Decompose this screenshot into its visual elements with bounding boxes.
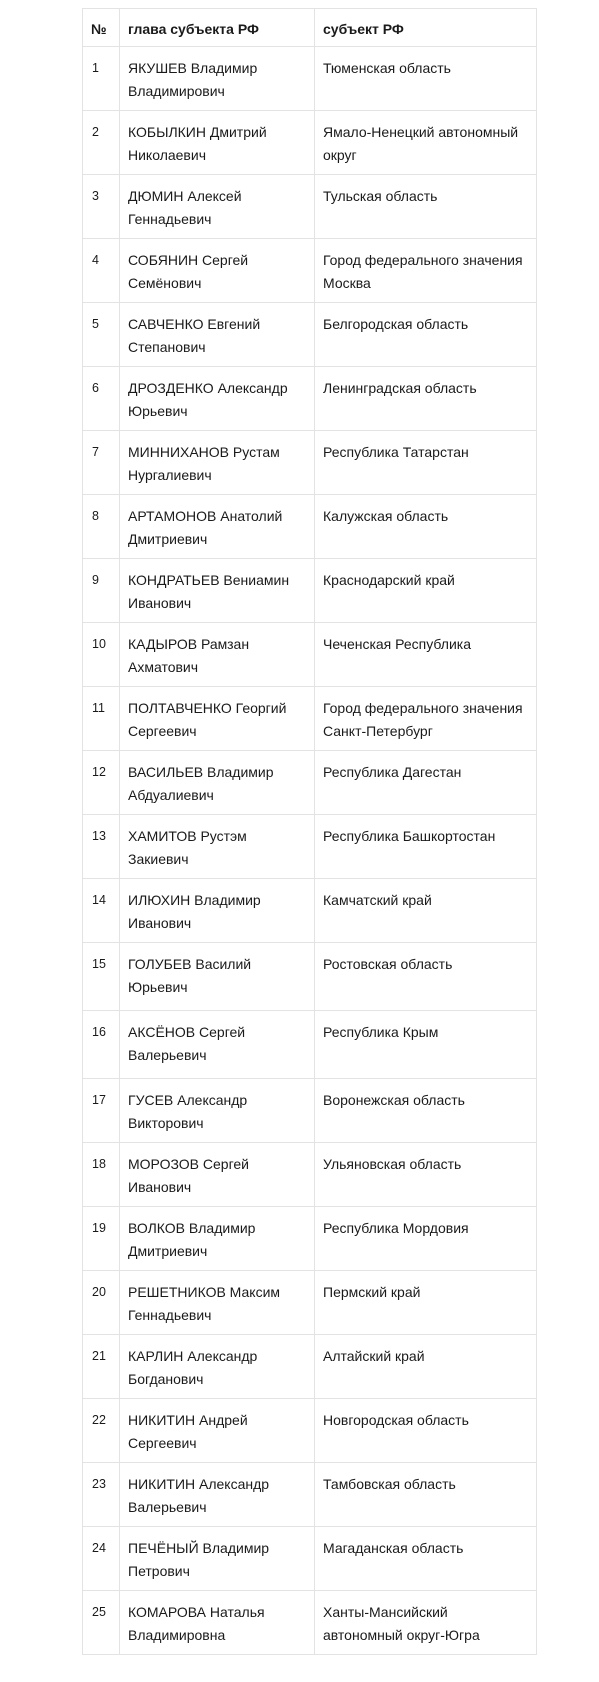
row-number: 9 [83,559,120,623]
governor-name: КОМАРОВА Наталья Владимировна [120,1591,315,1655]
table-body [83,47,537,1655]
region-name: Республика Дагестан [315,751,537,815]
table-row [83,1143,537,1207]
row-number: 8 [83,495,120,559]
governor-name: РЕШЕТНИКОВ Максим Геннадьевич [120,1271,315,1335]
governor-name: ХАМИТОВ Рустэм Закиевич [120,815,315,879]
region-name: Краснодарский край [315,559,537,623]
governors-table [82,8,537,1655]
row-number: 2 [83,111,120,175]
region-name: Ростовская область [315,943,537,1011]
region-name: Ямало-Ненецкий автономный округ [315,111,537,175]
table-row [83,431,537,495]
row-number: 18 [83,1143,120,1207]
governor-name: ДРОЗДЕНКО Александр Юрьевич [120,367,315,431]
table-row [83,303,537,367]
header-region: субъект РФ [315,9,537,47]
governor-name: ЯКУШЕВ Владимир Владимирович [120,47,315,111]
row-number: 15 [83,943,120,1011]
region-name: Республика Крым [315,1011,537,1079]
table-row [83,367,537,431]
region-name: Чеченская Республика [315,623,537,687]
region-name: Калужская область [315,495,537,559]
table-row [83,1527,537,1591]
row-number: 12 [83,751,120,815]
row-number: 20 [83,1271,120,1335]
table-row [83,943,537,1011]
table-row [83,1591,537,1655]
row-number: 16 [83,1011,120,1079]
table-row [83,495,537,559]
governor-name: СОБЯНИН Сергей Семёнович [120,239,315,303]
region-name: Новгородская область [315,1399,537,1463]
region-name: Магаданская область [315,1527,537,1591]
row-number: 21 [83,1335,120,1399]
table-row [83,1463,537,1527]
region-name: Республика Татарстан [315,431,537,495]
row-number: 1 [83,47,120,111]
governor-name: ВОЛКОВ Владимир Дмитриевич [120,1207,315,1271]
table-row [83,687,537,751]
table-row [83,47,537,111]
governor-name: ГУСЕВ Александр Викторович [120,1079,315,1143]
row-number: 11 [83,687,120,751]
row-number: 23 [83,1463,120,1527]
region-name: Ульяновская область [315,1143,537,1207]
row-number: 3 [83,175,120,239]
row-number: 10 [83,623,120,687]
table-row [83,879,537,943]
region-name: Алтайский край [315,1335,537,1399]
region-name: Пермский край [315,1271,537,1335]
header-number: № [83,9,120,47]
region-name: Республика Башкортостан [315,815,537,879]
row-number: 17 [83,1079,120,1143]
table-row [83,1207,537,1271]
header-governor: глава субъекта РФ [120,9,315,47]
region-name: Ханты-Мансийский автономный округ-Югра [315,1591,537,1655]
table-row [83,1271,537,1335]
governor-name: ГОЛУБЕВ Василий Юрьевич [120,943,315,1011]
row-number: 6 [83,367,120,431]
governor-name: МОРОЗОВ Сергей Иванович [120,1143,315,1207]
table-row [83,815,537,879]
region-name: Тульская область [315,175,537,239]
governor-name: ПЕЧЁНЫЙ Владимир Петрович [120,1527,315,1591]
governor-name: КОБЫЛКИН Дмитрий Николаевич [120,111,315,175]
governor-name: САВЧЕНКО Евгений Степанович [120,303,315,367]
governor-name: АРТАМОНОВ Анатолий Дмитриевич [120,495,315,559]
row-number: 13 [83,815,120,879]
governor-name: МИННИХАНОВ Рустам Нургалиевич [120,431,315,495]
table-row [83,559,537,623]
governor-name: АКСЁНОВ Сергей Валерьевич [120,1011,315,1079]
row-number: 4 [83,239,120,303]
region-name: Белгородская область [315,303,537,367]
table-row [83,1079,537,1143]
table-row [83,1399,537,1463]
governor-name: НИКИТИН Александр Валерьевич [120,1463,315,1527]
governor-name: КАДЫРОВ Рамзан Ахматович [120,623,315,687]
row-number: 5 [83,303,120,367]
table-row [83,1335,537,1399]
table-row [83,175,537,239]
table-row [83,751,537,815]
governor-name: НИКИТИН Андрей Сергеевич [120,1399,315,1463]
table-row [83,111,537,175]
region-name: Тюменская область [315,47,537,111]
row-number: 22 [83,1399,120,1463]
governor-name: КОНДРАТЬЕВ Вениамин Иванович [120,559,315,623]
region-name: Республика Мордовия [315,1207,537,1271]
row-number: 19 [83,1207,120,1271]
governor-name: КАРЛИН Александр Богданович [120,1335,315,1399]
region-name: Ленинградская область [315,367,537,431]
row-number: 25 [83,1591,120,1655]
row-number: 24 [83,1527,120,1591]
table-row [83,623,537,687]
region-name: Город федерального значения Санкт-Петербург [315,687,537,751]
governor-name: ВАСИЛЬЕВ Владимир Абдуалиевич [120,751,315,815]
region-name: Камчатский край [315,879,537,943]
governors-table-container [82,8,536,1655]
governor-name: ПОЛТАВЧЕНКО Георгий Сергеевич [120,687,315,751]
region-name: Город федерального значения Москва [315,239,537,303]
region-name: Воронежская область [315,1079,537,1143]
table-row [83,239,537,303]
table-row [83,1011,537,1079]
row-number: 14 [83,879,120,943]
region-name: Тамбовская область [315,1463,537,1527]
row-number: 7 [83,431,120,495]
table-header-row [83,9,537,47]
governor-name: ДЮМИН Алексей Геннадьевич [120,175,315,239]
governor-name: ИЛЮХИН Владимир Иванович [120,879,315,943]
